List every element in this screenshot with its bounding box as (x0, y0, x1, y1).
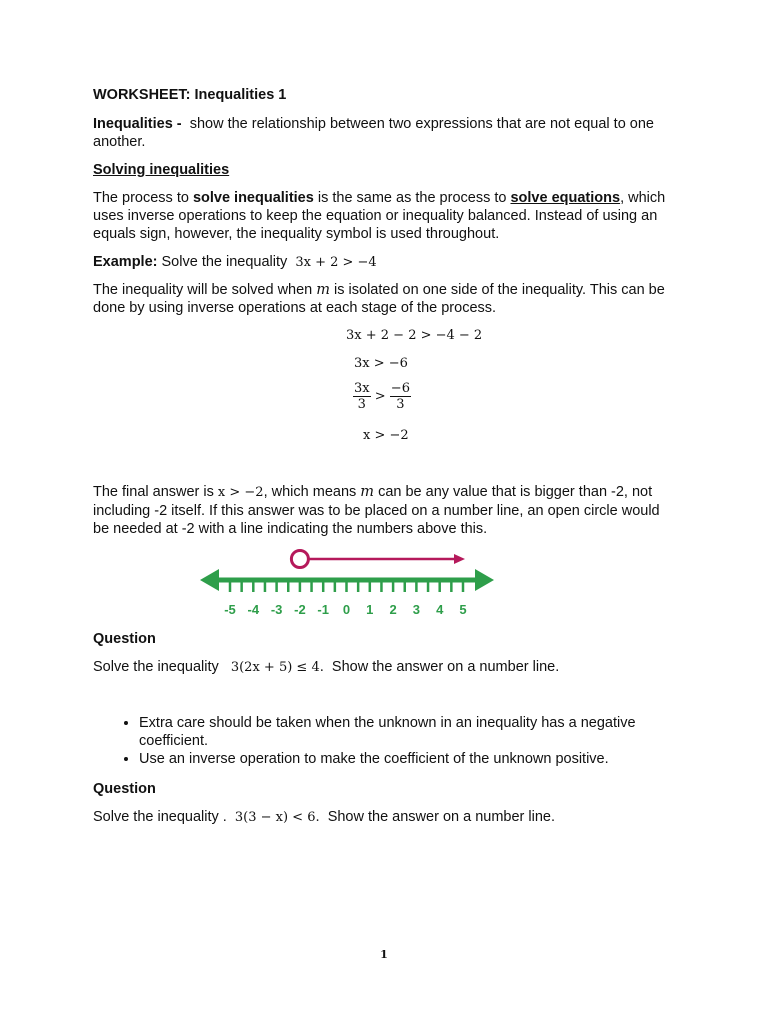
fraction-right: $\frac{-6}{3}$ (390, 381, 410, 412)
process-text-3: , which uses inverse operations to keep the equation or inequality balanced. Instead of using an equals sign, however, the inequality symbol is used throughout. (93, 190, 666, 242)
tips-list (93, 714, 678, 768)
process-text-2: is the same as the process to (313, 190, 511, 206)
question-2 (93, 780, 678, 827)
final-answer-paragraph (93, 483, 678, 538)
process-paragraph (93, 189, 678, 243)
final-variable: m (360, 484, 375, 500)
left-arrow-icon (200, 569, 219, 591)
working-step-4: x > −2 (363, 428, 409, 443)
definition-term: Inequalities - (93, 116, 182, 132)
example-label: Example: (93, 254, 158, 270)
question-2-expression: 3(3 − x) < 6. (234, 810, 320, 825)
number-line-tick-label: -3 (270, 602, 283, 617)
number-line-tick-label: -2 (294, 602, 306, 617)
number-line-tick-label: 5 (459, 602, 467, 617)
number-line-tick-label: -5 (224, 602, 236, 617)
question-1-text: Solve the inequality 3(2x + 5) ≤ 4. Show the answer on a number line. (93, 659, 560, 675)
working-step-2: 3x > −6 (354, 356, 408, 371)
final-text-1: The final answer is (93, 484, 218, 500)
final-text-3: can be any value that is bigger than -2, not including -2 itself. If this answer was to be placed on a number line, an open circle would be needed at -2 with a line indicating the numbers above this. (93, 484, 660, 537)
number-line-tick-label: 3 (412, 602, 421, 617)
section-heading: Solving inequalities (93, 162, 230, 178)
number-line (0, 545, 768, 625)
final-text-2: , which means (263, 484, 361, 500)
working-step-3 (353, 381, 411, 412)
fraction-operator: > (374, 389, 386, 404)
number-line-tick-label: 0 (342, 602, 351, 617)
final-answer-expression: x > −2 (217, 485, 264, 500)
number-line-tick-label: 1 (366, 602, 374, 617)
example-expression: 3x + 2 > −4 (295, 255, 377, 270)
number-line-tick-label: 2 (389, 602, 397, 617)
number-line-tick-label: -1 (317, 602, 329, 617)
question-2-heading: Question (93, 781, 156, 797)
definition-paragraph (93, 115, 678, 151)
example-line (93, 253, 377, 272)
explanation-text-2: is isolated on one side of the inequality. This can be done by using inverse operations at each stage of the process. (93, 282, 665, 316)
number-line-tick-label: 4 (436, 602, 444, 617)
example-text: Solve the inequality (161, 254, 288, 270)
process-text-1: The process to (93, 190, 193, 206)
explanation-paragraph (93, 281, 678, 317)
fraction-left: $\frac{3x}{3}$ (354, 381, 370, 412)
answer-arrow-icon (454, 554, 465, 564)
worksheet-title: WORKSHEET: Inequalities 1 (93, 87, 287, 103)
process-bold-solve-equations: solve equations (510, 190, 621, 206)
tip-item: • Use an inverse operation to make the coefficient of the unknown positive. (139, 750, 678, 768)
explanation-variable: m (316, 282, 331, 298)
question-2-text: Solve the inequality . 3(3 − x) < 6. Show the answer on a number line. (93, 809, 555, 825)
page-number: 1 (380, 948, 388, 961)
tip-item: • Extra care should be taken when the unknown in an inequality has a negative coefficient. (139, 714, 678, 750)
question-1-expression: 3(2x + 5) ≤ 4. (230, 660, 324, 675)
definition-text: show the relationship between two expressions that are not equal to one another. (93, 116, 655, 150)
question-1 (93, 630, 678, 677)
open-circle-icon (291, 551, 308, 568)
working-step-1: 3x + 2 − 2 > −4 − 2 (346, 328, 483, 343)
right-arrow-icon (475, 569, 494, 591)
question-1-heading: Question (93, 631, 156, 647)
process-bold-solve-inequalities: solve inequalities (192, 190, 314, 206)
explanation-text-1: The inequality will be solved when (93, 282, 317, 298)
number-line-tick-label: -4 (247, 602, 260, 617)
